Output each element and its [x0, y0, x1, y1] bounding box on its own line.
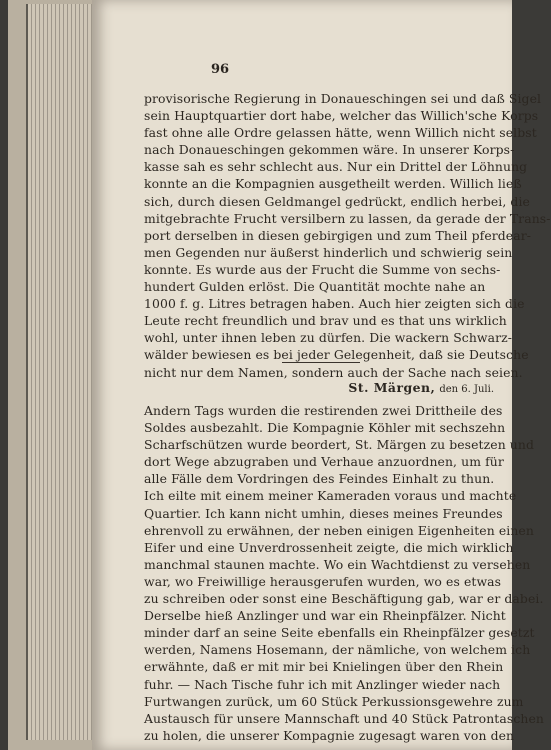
text-line: fuhr. — Nach Tische fuhr ich mit Anzlinger wieder nach: [144, 676, 501, 692]
text-line: mitgebrachte Frucht versilbern zu lassen, da gerade der Trans-: [144, 210, 551, 226]
text-line: erwähnte, daß er mit mir bei Knielingen über den Rhein: [144, 659, 504, 675]
text-line: war, wo Freiwillige herausgerufen wurden, wo es etwas: [144, 573, 502, 589]
text-line: hundert Gulden erlöst. Die Quantität mochte nahe an: [144, 279, 486, 295]
text-line: wälder bewiesen es bei jeder Gelegenheit, daß sie Deutsche: [144, 347, 529, 363]
text-line: Scharfschützen wurde beordert, St. Märgen zu besetzen und: [144, 437, 535, 453]
text-line: port derselben in diesen gebirgigen und zum Theil pferdear-: [144, 227, 532, 243]
text-line: Furtwangen zurück, um 60 Stück Perkussionsgewehre zum: [144, 693, 524, 709]
text-line: manchmal staunen machte. Wo ein Wachtdienst zu versehen: [144, 556, 531, 572]
text-line: Derselbe hieß Anzlinger und war ein Rheinpfälzer. Nicht: [144, 608, 506, 624]
heading-date: den 6. Juli.: [439, 384, 494, 395]
text-line: Quartier. Ich kann nicht umhin, dieses meines Freundes: [144, 505, 503, 521]
text-line: Leute recht freundlich und brav und es that uns wirklich: [144, 313, 507, 329]
text-line: werden, Namens Hosemann, der nämliche, von welchem ich: [144, 642, 531, 658]
text-line: provisorische Regierung in Donaueschingen sei und daß Sigel: [144, 91, 542, 106]
paragraph-2: [144, 402, 544, 744]
page-number: 96: [210, 62, 230, 77]
text-line: dort Wege abzugraben und Verhaue anzuordnen, um für: [144, 454, 504, 470]
text-line: fast ohne alle Ordre gelassen hätte, wenn Willich nicht selbst: [144, 125, 537, 141]
paragraph-1: [144, 90, 551, 381]
text-line: Eifer und eine Unverdrossenheit zeigte, die mich wirklich: [144, 539, 514, 555]
text-line: alle Fälle dem Vordringen des Feindes Einhalt zu thun.: [144, 471, 495, 487]
text-line: minder darf an seine Seite ebenfalls ein Rheinpfälzer gesetzt: [144, 625, 535, 641]
text-line: sich, durch diesen Geldmangel gedrückt, endlich herbei, die: [144, 193, 530, 209]
text-line: zu schreiben oder sonst eine Beschäftigung gab, war er dabei.: [144, 591, 544, 607]
text-line: nach Donaueschingen gekommen wäre. In unserer Korps-: [144, 142, 515, 158]
heading-place: St. Märgen,: [348, 380, 436, 395]
page-edges: [26, 4, 98, 740]
text-line: Andern Tags wurden die restirenden zwei Drittheile des: [144, 403, 503, 418]
text-line: nicht nur dem Namen, sondern auch der Sache nach seien.: [144, 364, 523, 380]
text-line: zu holen, die unserer Kompagnie zugesagt waren von den: [144, 727, 515, 743]
text-line: 1000 f. g. Litres betragen haben. Auch hier zeigten sich die: [144, 296, 525, 312]
text-line: Austausch für unsere Mannschaft und 40 Stück Patrontaschen: [144, 710, 544, 726]
text-line: Ich eilte mit einem meiner Kameraden voraus und machte: [144, 488, 517, 504]
text-line: ehrenvoll zu erwähnen, der neben einigen Eigenheiten einen: [144, 522, 534, 538]
text-line: Soldes ausbezahlt. Die Kompagnie Köhler mit sechszehn: [144, 420, 506, 436]
section-heading: [144, 380, 494, 395]
text-line: kasse sah es sehr schlecht aus. Nur ein Drittel der Löhnung: [144, 159, 528, 175]
text-line: sein Hauptquartier dort habe, welcher das Willich'sche Korps: [144, 108, 539, 124]
text-line: wohl, unter ihnen leben zu dürfen. Die wackern Schwarz-: [144, 330, 513, 346]
text-line: konnte. Es wurde aus der Frucht die Summe von sechs-: [144, 261, 501, 277]
text-line: men Gegenden nur äußerst hinderlich und schwierig sein: [144, 244, 513, 260]
section-divider: [282, 362, 360, 363]
text-line: konnte an die Kompagnien ausgetheilt werden. Willich ließ: [144, 176, 522, 192]
